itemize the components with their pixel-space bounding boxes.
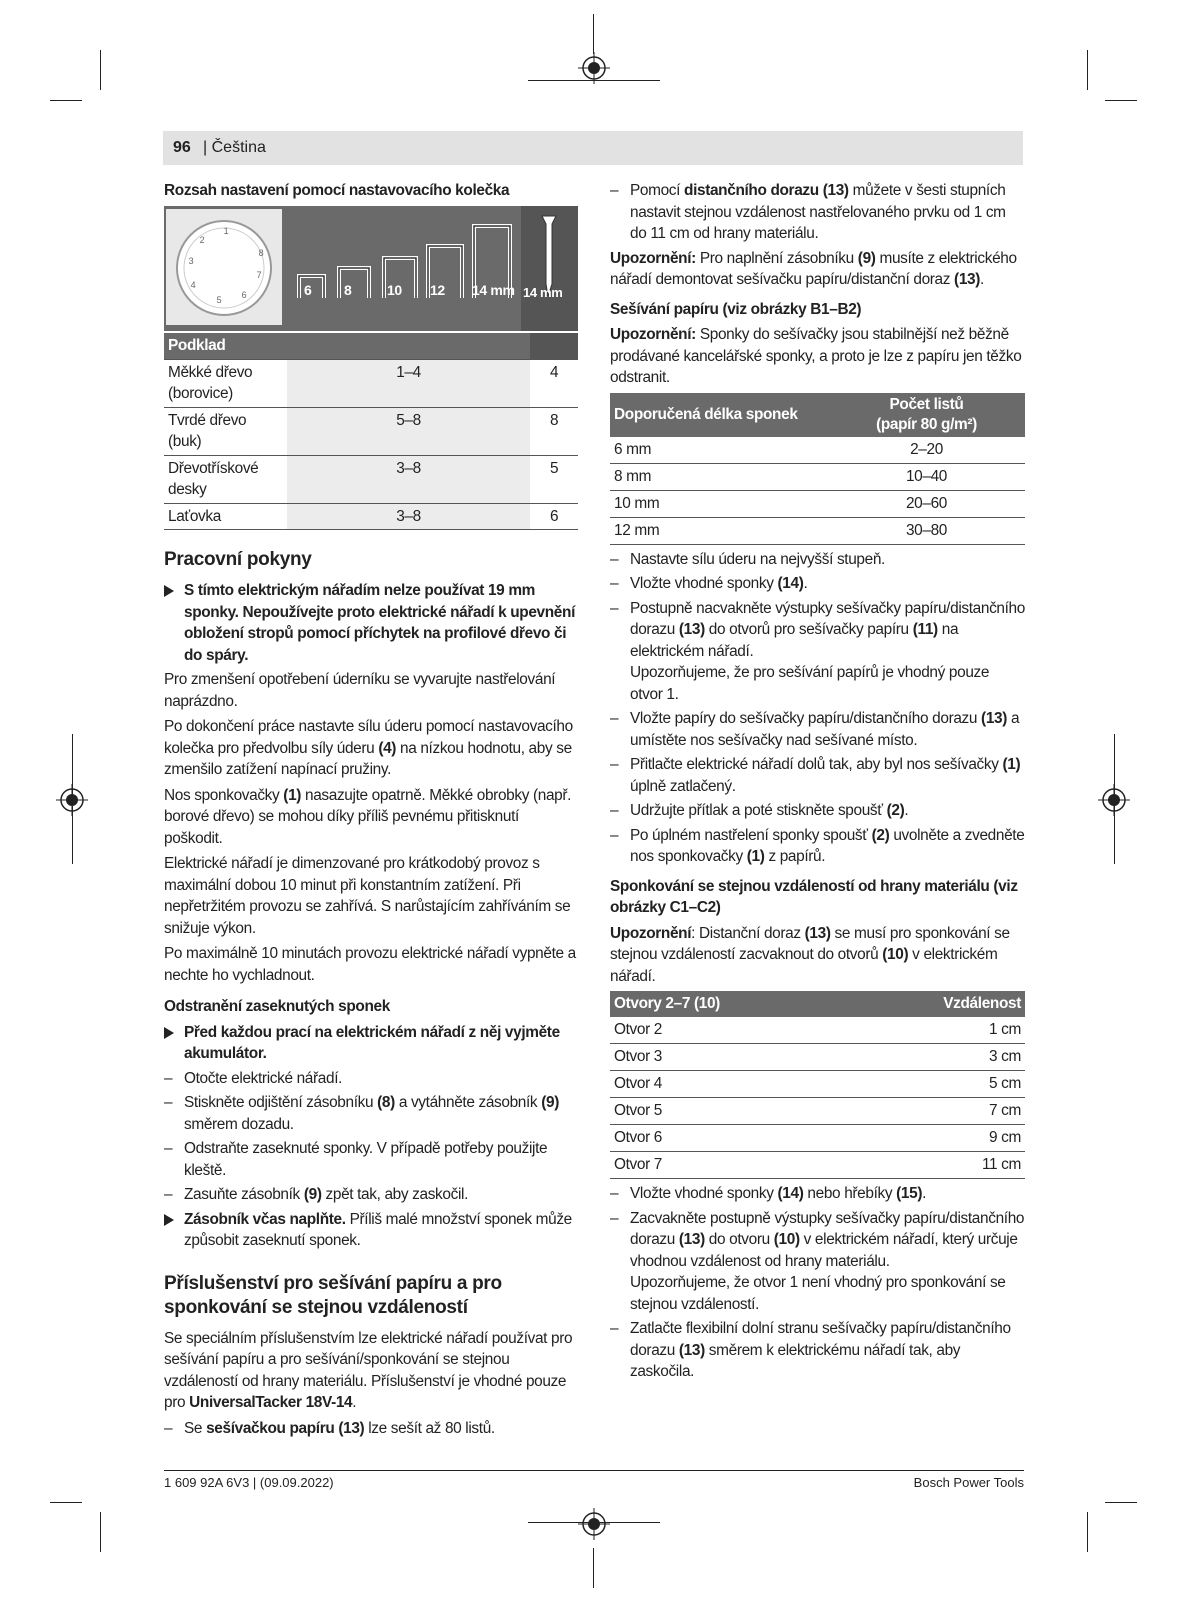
note: Upozornění: Sponky do sešívačky jsou stabilnější než běžně prodávané kancelářské sponky, a proto je lze z papíru jen těžko odstranit. <box>610 326 1022 386</box>
paragraph: Po dokončení práce nastavte sílu úderu pomocí nastavovacího kolečka pro předvolbu síly úderu (4) na nízkou hodnotu, aby se zmenšilo zatížení napínací pružiny. <box>164 718 573 778</box>
list-item: – Po úplném nastřelení sponky spoušť (2) uvolněte a zvedněte nos sponkovačky (1) z papírů. <box>610 826 1025 865</box>
note: Upozornění: Distanční doraz (13) se musí pro sponkování se stejnou vzdáleností zacvaknout do otvorů (10) v elektrickém nářadí. <box>610 924 1010 985</box>
dial-number: 8 <box>258 247 264 258</box>
left-column <box>164 180 580 1442</box>
page-header <box>163 131 1023 165</box>
table-row: Otvor 2 1 cm <box>610 1017 1025 1044</box>
crop-mark <box>593 1548 594 1588</box>
crop-mark <box>100 50 101 90</box>
list-item: – Vložte vhodné sponky (14) nebo hřebíky (15). <box>610 1185 927 1202</box>
paragraph: Se speciálním příslušenstvím lze elektrické nářadí používat pro sešívání papíru a pro sešívání/sponkování se stejnou vzdáleností od hrany materiálu. Příslušenství je vhodné pouze pro UniversalTacker 18V-14. <box>164 1329 573 1411</box>
table-header-row <box>610 991 1025 1017</box>
column-header: Otvory 2–7 (10) <box>614 995 720 1013</box>
registration-mark-icon <box>578 1508 610 1540</box>
paragraph: Nos sponkovačky (1) nasazujte opatrně. Měkké obrobky (např. borové dřevo) se mohou díky příliš pevnému přitisknutí poškodit. <box>164 786 572 847</box>
table-cell: 4 <box>530 359 578 407</box>
paragraph: Elektrické nářadí je dimenzované pro krátkodobý provoz s maximální dobou 10 minut při konstantním zatížení. Při nepřetržitém provozu se zahřívá. S narůstajícím zahříváním se snižuje výkon. <box>164 855 571 937</box>
crop-mark <box>100 1512 101 1552</box>
table-row: Otvor 6 9 cm <box>610 1125 1025 1152</box>
warning-triangle-icon <box>164 1214 174 1226</box>
dial-number: 2 <box>199 234 205 245</box>
crop-mark <box>1087 1512 1088 1552</box>
section-title: Příslušenství pro sešívání papíru a pro sponkování se stejnou vzdáleností <box>164 1272 502 1318</box>
table-row: 8 mm 10–40 <box>610 463 1025 490</box>
distance-table <box>610 991 1025 1179</box>
list-item: – Stiskněte odjištění zásobníku (8) a vytáhněte zásobník (9) směrem dozadu. <box>164 1094 559 1133</box>
table-cell: Laťovka <box>164 503 287 530</box>
list-item: – Vložte papíry do sešívačky papíru/distančního dorazu (13) a umístěte nos sešívačky nad sešívané místo. <box>610 710 1020 749</box>
table-cell: 5 <box>530 455 578 503</box>
staple-size-label: 10 <box>387 281 402 298</box>
table-row: 6 mm 2–20 <box>610 437 1025 464</box>
staple-length-table <box>610 393 1025 545</box>
warning-triangle-icon <box>164 585 174 597</box>
setting-table <box>164 333 578 531</box>
list-item: – Vložte vhodné sponky (14). <box>610 575 808 592</box>
dial-illustration <box>164 206 578 331</box>
subsection-title: Sešívání papíru (viz obrázky B1–B2) <box>610 300 862 318</box>
page-language: | Čeština <box>203 139 266 156</box>
table-row: Otvor 3 3 cm <box>610 1044 1025 1071</box>
table-row: Otvor 4 5 cm <box>610 1071 1025 1098</box>
warning-item: S tímto elektrickým nářadím nelze používat 19 mm sponky. Nepoužívejte proto elektrické nářadí k upevnění obložení stropů pomocí příchytek na profilové dřevo či do spáry. <box>164 580 580 666</box>
right-column <box>610 180 1025 1386</box>
list-item: – Nastavte sílu úderu na nejvyšší stupeň. <box>610 550 885 568</box>
table-row <box>164 455 578 503</box>
registration-mark-icon <box>56 784 88 816</box>
table-cell: 6 <box>530 503 578 530</box>
column-header: Vzdálenost <box>943 995 1021 1013</box>
section-title: Pracovní pokyny <box>164 549 312 570</box>
table-header-row <box>610 393 1025 437</box>
list-item: – Zatlačte flexibilní dolní stranu sešívačky papíru/distančního dorazu (13) směrem k elektrickému nářadí tak, aby zaskočila. <box>610 1320 1011 1380</box>
list-item: – Postupně nacvakněte výstupky sešívačky papíru/distančního dorazu (13) do otvorů pro sešívačky papíru (11) na elektrickém nářadí. Upozorňujeme, že pro sešívání papírů je vhodný pouze otvor 1. <box>610 599 1025 703</box>
crop-mark <box>1105 1502 1137 1503</box>
dial-title: Rozsah nastavení pomocí nastavovacího kolečka <box>164 182 510 199</box>
table-row: 10 mm 20–60 <box>610 490 1025 517</box>
staple-size-label: 6 <box>304 281 312 298</box>
dial-number: 1 <box>223 225 229 236</box>
dial-number: 4 <box>190 279 196 290</box>
list-item: – Odstraňte zaseknuté sponky. V případě potřeby použijte kleště. <box>164 1140 548 1179</box>
column-header: Počet listů (papír 80 g/m²) <box>876 395 977 433</box>
table-cell: 5–8 <box>287 407 531 455</box>
warning-item: Zásobník včas naplňte. Příliš malé množství sponek může způsobit zaseknutí sponek. <box>164 1209 580 1252</box>
dial-number: 7 <box>256 269 262 280</box>
dial-number: 3 <box>188 255 194 266</box>
staple-size-label: 12 <box>430 281 445 298</box>
list-item: – Zacvakněte postupně výstupky sešívačky papíru/distančního dorazu (13) do otvoru (10) v elektrickém nářadí, který určuje vhodnou vzdálenost od hrany materiálu. Upozorňujeme, že otvor 1 není vhodný pro sponkování se stejnou vzdáleností. <box>610 1209 1025 1313</box>
note: Upozornění: Pro naplnění zásobníku (9) musíte z elektrického nářadí demontovat sešívačku papíru/distanční doraz (13). <box>610 249 1017 288</box>
table-cell: 3–8 <box>287 455 531 503</box>
table-cell: Měkké dřevo (borovice) <box>164 359 287 407</box>
table-header-row <box>164 333 578 360</box>
table-cell: 8 <box>530 407 578 455</box>
dial-number: 6 <box>241 289 247 300</box>
table-cell: Dřevotřískové desky <box>164 455 287 503</box>
dial-figure <box>164 206 578 331</box>
table-row <box>164 503 578 530</box>
list-item: – Udržujte přítlak a poté stiskněte spoušť (2). <box>610 802 909 819</box>
list-item: – Zasuňte zásobník (9) zpět tak, aby zaskočil. <box>164 1186 469 1203</box>
document-number: 1 609 92A 6V3 | (09.09.2022) <box>164 1475 334 1490</box>
table-cell: 3–8 <box>287 503 531 530</box>
table-row: 12 mm 30–80 <box>610 517 1025 544</box>
column-header: Podklad <box>164 333 287 360</box>
registration-mark-icon <box>1098 784 1130 816</box>
subsection-title: Odstranění zaseknutých sponek <box>164 998 390 1015</box>
table-row: Otvor 5 7 cm <box>610 1098 1025 1125</box>
crop-mark <box>1105 100 1137 101</box>
paragraph: Po maximálně 10 minutách provozu elektrické nářadí vypněte a nechte ho vychladnout. <box>164 945 576 984</box>
crop-mark <box>50 100 82 101</box>
warning-item: Před každou prací na elektrickém nářadí z něj vyjměte akumulátor. <box>164 1022 580 1065</box>
dial-number: 5 <box>216 294 222 305</box>
table-cell: Tvrdé dřevo (buk) <box>164 407 287 455</box>
table-row <box>164 359 578 407</box>
page-footer <box>164 1470 1024 1490</box>
crop-mark <box>593 14 594 54</box>
warning-triangle-icon <box>164 1027 174 1039</box>
crop-mark <box>1087 50 1088 90</box>
staple-size-label: 8 <box>344 281 352 298</box>
crop-mark <box>50 1502 82 1503</box>
list-item: – Se sešívačkou papíru (13) lze sešít až 80 listů. <box>164 1419 495 1437</box>
list-item: – Otočte elektrické nářadí. <box>164 1069 343 1087</box>
brand: Bosch Power Tools <box>913 1475 1024 1490</box>
page-number: 96 <box>173 139 191 156</box>
paragraph: Pro zmenšení opotřebení úderníku se vyvarujte nastřelování naprázdno. <box>164 671 556 710</box>
nail-size-label: 14 mm <box>523 284 563 300</box>
staple-size-label: 14 mm <box>472 281 515 298</box>
registration-mark-icon <box>578 52 610 84</box>
list-item: – Pomocí distančního dorazu (13) můžete v šesti stupních nastavit stejnou vzdálenost nastřelovaného prvku od 1 cm do 11 cm od hrany materiálu. <box>610 182 1006 242</box>
list-item: – Přitlačte elektrické nářadí dolů tak, aby byl nos sešívačky (1) úplně zatlačený. <box>610 756 1021 795</box>
table-cell: 1–4 <box>287 359 531 407</box>
column-header: Doporučená délka sponek <box>614 405 798 423</box>
subsection-title: Sponkování se stejnou vzdáleností od hrany materiálu (viz obrázky C1–C2) <box>610 877 1018 916</box>
table-row: Otvor 7 11 cm <box>610 1152 1025 1179</box>
table-row <box>164 407 578 455</box>
